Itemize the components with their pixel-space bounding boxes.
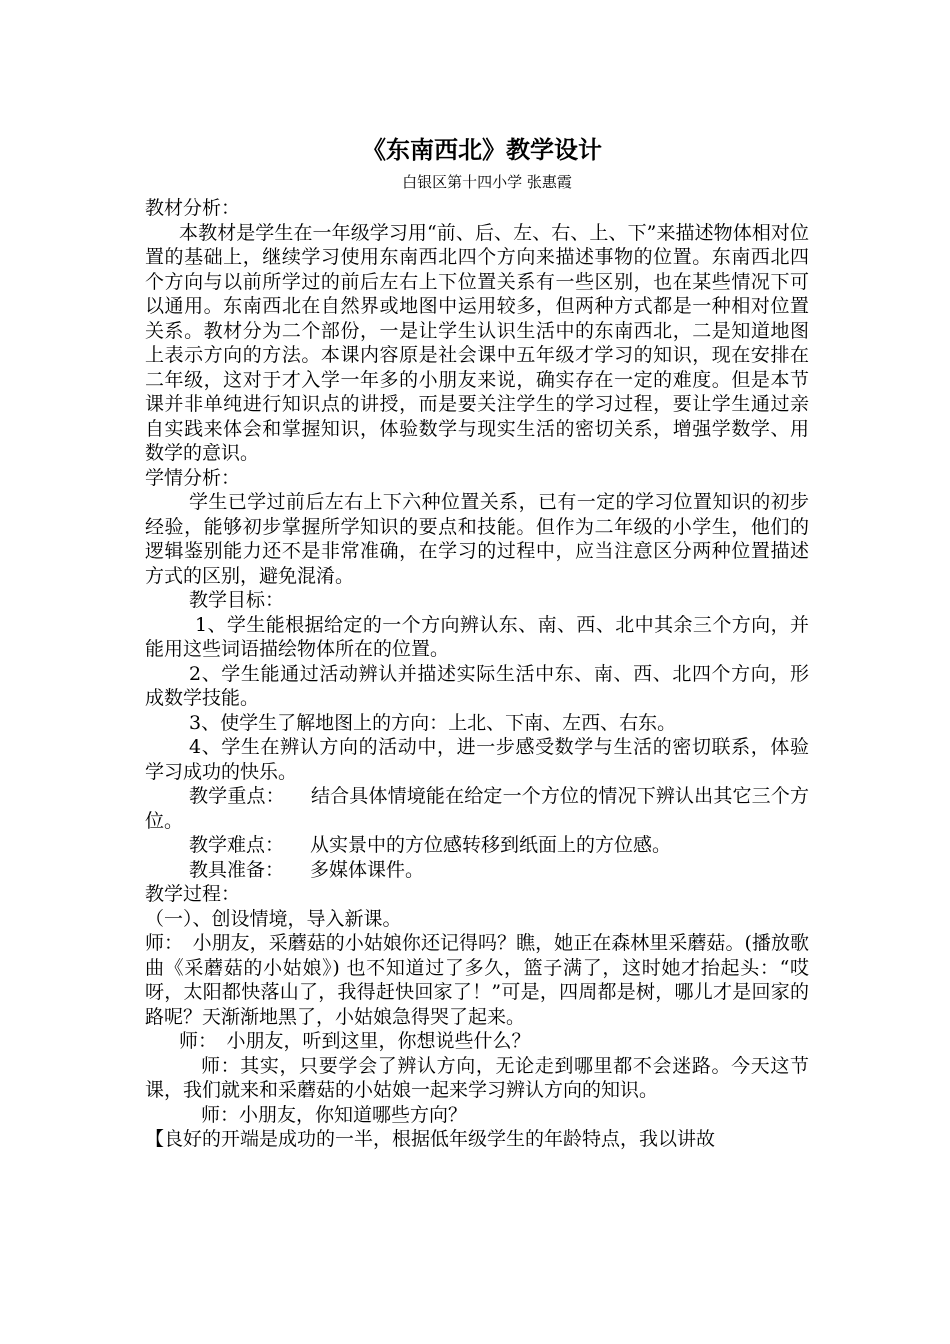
author-line: 白银区第十四小学 张惠霞 [402,173,572,191]
difficulty-text: 从实景中的方位感转移到纸面上的方位感。 [310,834,672,856]
teaching-process-heading: 教学过程： [145,883,241,905]
key-point-label: 教学重点： [189,785,285,807]
teacher-line-2: 师： 小朋友，听到这里，你想说些什么？ [179,1030,531,1052]
process-step-1: （一）、创设情境，导入新课。 [145,907,402,930]
teaching-goal-3: 3、使学生了解地图上的方向：上北、下南、左西、右东。 [189,711,677,734]
textbook-analysis-heading: 教材分析： [145,197,241,219]
teaching-difficulty [145,833,809,858]
teacher-line-1: 师： 小朋友，采蘑菇的小姑娘你还记得吗？瞧，她正在森林里采蘑菇。(播放歌曲《采蘑菇的小姑娘》) 也不知道过了多久，篮子满了，这时她才抬起头：“哎呀，太阳都快落山了，我得赶快回家了！”可是，四周都是树，哪儿才是回家的路呢？天渐渐地黑了，小姑娘急得哭了起来。 [145,932,809,1028]
teaching-key-point [145,784,809,833]
teaching-goal-2: 2、学生能通过活动辨认并描述实际生活中东、南、西、北四个方向，形成数学技能。 [145,662,809,709]
student-analysis-body: 学生已学过前后左右上下六种位置关系，已有一定的学习位置知识的初步经验，能够初步掌握所学知识的要点和技能。但作为二年级的小学生，他们的逻辑鉴别能力还不是非常准确，在学习的过程中，应当注意区分两种位置描述方式的区别，避免混淆。 [145,491,809,587]
teaching-tools [145,858,809,883]
document-title: 《东南西北》教学设计 [362,136,602,164]
student-analysis-heading: 学情分析： [145,466,241,489]
difficulty-label: 教学难点： [189,834,285,856]
teaching-goals-heading: 教学目标： [189,589,285,611]
document-page [145,132,809,1152]
tools-label: 教具准备： [189,858,285,881]
teacher-line-4: 师：小朋友，你知道哪些方向？ [201,1103,468,1126]
design-comment: 【良好的开端是成功的一半，根据低年级学生的年龄特点，我以讲故 [145,1128,716,1150]
teaching-goal-4: 4、学生在辨认方向的活动中，进一步感受数学与生活的密切联系，体验学习成功的快乐。 [145,736,809,783]
teaching-goal-1: 1、学生能根据给定的一个方向辨认东、南、西、北中其余三个方向，并能用这些词语描绘物体所在的位置。 [145,613,809,660]
textbook-analysis-body: 本教材是学生在一年级学习用“前、后、左、右、上、下”来描述物体相对位置的基础上，继续学习使用东南西北四个方向来描述事物的位置。东南西北四个方向与以前所学过的前后左右上下位置关系有一些区别，也在某些情况下可以通用。东南西北在自然界或地图中运用较多，但两种方式都是一种相对位置关系。教材分为二个部份，一是让学生认识生活中的东南西北，二是知道地图上表示方向的方法。本课内容原是社会课中五年级才学习的知识，现在安排在二年级，这对于才入学一年多的小朋友来说，确实存在一定的难度。但是本节课并非单纯进行知识点的讲授，而是要关注学生的学习过程，要让学生通过亲自实践来体会和掌握知识，体验数学与现实生活的密切关系，增强学数学、用数学的意识。 [145,221,809,464]
tools-text: 多媒体课件。 [310,858,425,881]
teacher-line-3: 师：其实，只要学会了辨认方向，无论走到哪里都不会迷路。今天这节课，我们就来和采蘑菇的小姑娘一起来学习辨认方向的知识。 [145,1054,809,1101]
key-point-text: 结合具体情境能在给定一个方位的情况下辨认出其它三个方位。 [145,785,809,832]
